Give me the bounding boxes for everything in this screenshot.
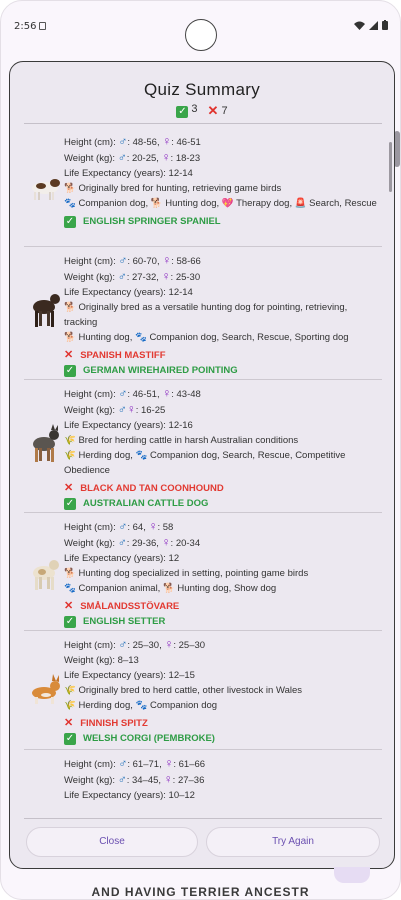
dog-image-setter <box>24 553 66 593</box>
status-bar <box>1 1 401 45</box>
wrong-answer: ✕ BLACK AND TAN COONHOUND <box>64 482 224 494</box>
try-again-button[interactable]: Try Again <box>206 827 380 857</box>
correct-answer: ✓ WELSH CORGI (PEMBROKE) <box>65 732 215 744</box>
dialog-title: Quiz Summary <box>143 80 260 99</box>
quiz-summary-dialog <box>9 61 395 869</box>
wifi-icon <box>354 21 365 30</box>
wrong-score: ✕ 7 <box>207 103 228 118</box>
sim-icon <box>39 22 46 30</box>
height-male: : 48-56, <box>127 137 163 148</box>
dog-image-pointer <box>24 287 66 331</box>
correct-answer: ✓ AUSTRALIAN CATTLE DOG <box>65 497 209 509</box>
wrong-answer: ✕ FINNISH SPITZ <box>64 717 148 729</box>
dog-image-cattle-dog <box>24 424 66 468</box>
background-text: AND HAVING TERRIER ANCESTR <box>91 885 310 899</box>
origin-text: 🐕 Originally bred for hunting, retrieving game birds <box>64 183 282 194</box>
weight-female: : 18-23 <box>170 153 201 164</box>
roles-text: 🐾 Companion dog, 🐕 Hunting dog, 💖 Therapy dog, 🚨 Search, Rescue <box>64 198 377 209</box>
score-row <box>10 103 394 119</box>
results-list[interactable] <box>10 128 394 818</box>
cross-icon: ✕ <box>207 103 219 118</box>
life-expectancy: Life Expectancy (years): 12-14 <box>64 168 193 179</box>
close-button[interactable]: Close <box>26 827 198 857</box>
correct-answer: ✓ ENGLISH SETTER <box>65 615 166 627</box>
result-item: Height (cm): ♂: 64, ♀: 58 Weight (kg): ♂: 29-36, ♀: 20-34 Life Expectancy (years): 12 🐕 Hunting dog specialized in setting, pointing game birds 🐾 Companion animal, 🐕 Hunting dog, Show dog ✕ SMÅLANDSSTÖVARE ✓ ENGLISH SETTER <box>24 513 382 631</box>
wrong-answer: ✕ SPANISH MASTIFF <box>64 349 166 361</box>
result-item: Height (cm): ♂: 25–30, ♀: 25–30 Weight (kg): 8–13 Life Expectancy (years): 12–15 🌾 Originally bred to herd cattle, other livestock in Wales 🌾 Herding dog, 🐾 Companion dog ✕ FINNISH SPITZ ✓ WELSH CORGI (PEMBROKE) <box>24 631 382 750</box>
dog-image-springer <box>24 168 66 208</box>
status-time: 2:56 <box>14 21 37 32</box>
dog-image-corgi <box>24 671 66 711</box>
result-item: Height (cm): ♂: 61–71, ♀: 61–66 Weight (kg): ♂: 34–45, ♀: 27–36 Life Expectancy (years): 10–12 <box>64 756 206 801</box>
footer-divider <box>24 818 382 819</box>
check-icon: ✓ <box>178 106 187 117</box>
header-divider <box>24 123 382 124</box>
fab-edge[interactable] <box>334 867 370 883</box>
weight-male: : 20-25, <box>126 153 162 164</box>
camera-cutout <box>185 19 217 51</box>
correct-score: ✓ 3 <box>178 103 198 117</box>
weight-label: Weight (kg): <box>64 153 118 164</box>
height-female: : 46-51 <box>171 137 201 148</box>
status-icons <box>354 20 388 30</box>
correct-answer: ✓ ENGLISH SPRINGER SPANIEL <box>65 215 221 227</box>
signal-icon <box>369 21 378 30</box>
result-item: Height (cm): ♂: 60-70, ♀: 58-66 Weight (kg): ♂: 27-32, ♀: 25-30 Life Expectancy (years): 12-14 🐕 Originally bred as a versatile hunting dog for pointing, retrieving, tracking 🐕 Hunting dog, 🐾 Companion dog, Search, Rescue, Sporting dog ✕ SPANISH MASTIFF ✓ GERMAN WIREHAIRED POINTING <box>24 247 382 380</box>
result-item: Height (cm): ♂: 46-51, ♀: 43-48 Weight (kg): ♂♀: 16-25 Life Expectancy (years): 12-16 🌾 Bred for herding cattle in harsh Australian conditions 🌾 Herding dog, 🐾 Companion dog, Search, Rescue, Competitive Obedience ✕ BLACK AND TAN COONHOUND ✓ AUSTRALIAN CATTLE DOG <box>24 380 382 513</box>
list-scrollbar[interactable] <box>389 142 392 192</box>
result-item: Height (cm): ♂: 48-56, ♀: 46-51 Weight (kg): ♂: 20-25, ♀: 18-23 Life Expectancy (years): 12-14 🐕 Originally bred for hunting, retrieving game birds 🐾 Companion dog, 🐕 Hunting dog, 💖 Therapy dog, 🚨 Search, Rescue ✓ ENGLISH SPRINGER SPANIEL <box>24 128 382 247</box>
wrong-answer: ✕ SMÅLANDSSTÖVARE <box>64 600 180 612</box>
battery-icon <box>382 20 388 30</box>
height-label: Height (cm): <box>64 137 119 148</box>
correct-answer: ✓ GERMAN WIREHAIRED POINTING <box>65 364 238 376</box>
